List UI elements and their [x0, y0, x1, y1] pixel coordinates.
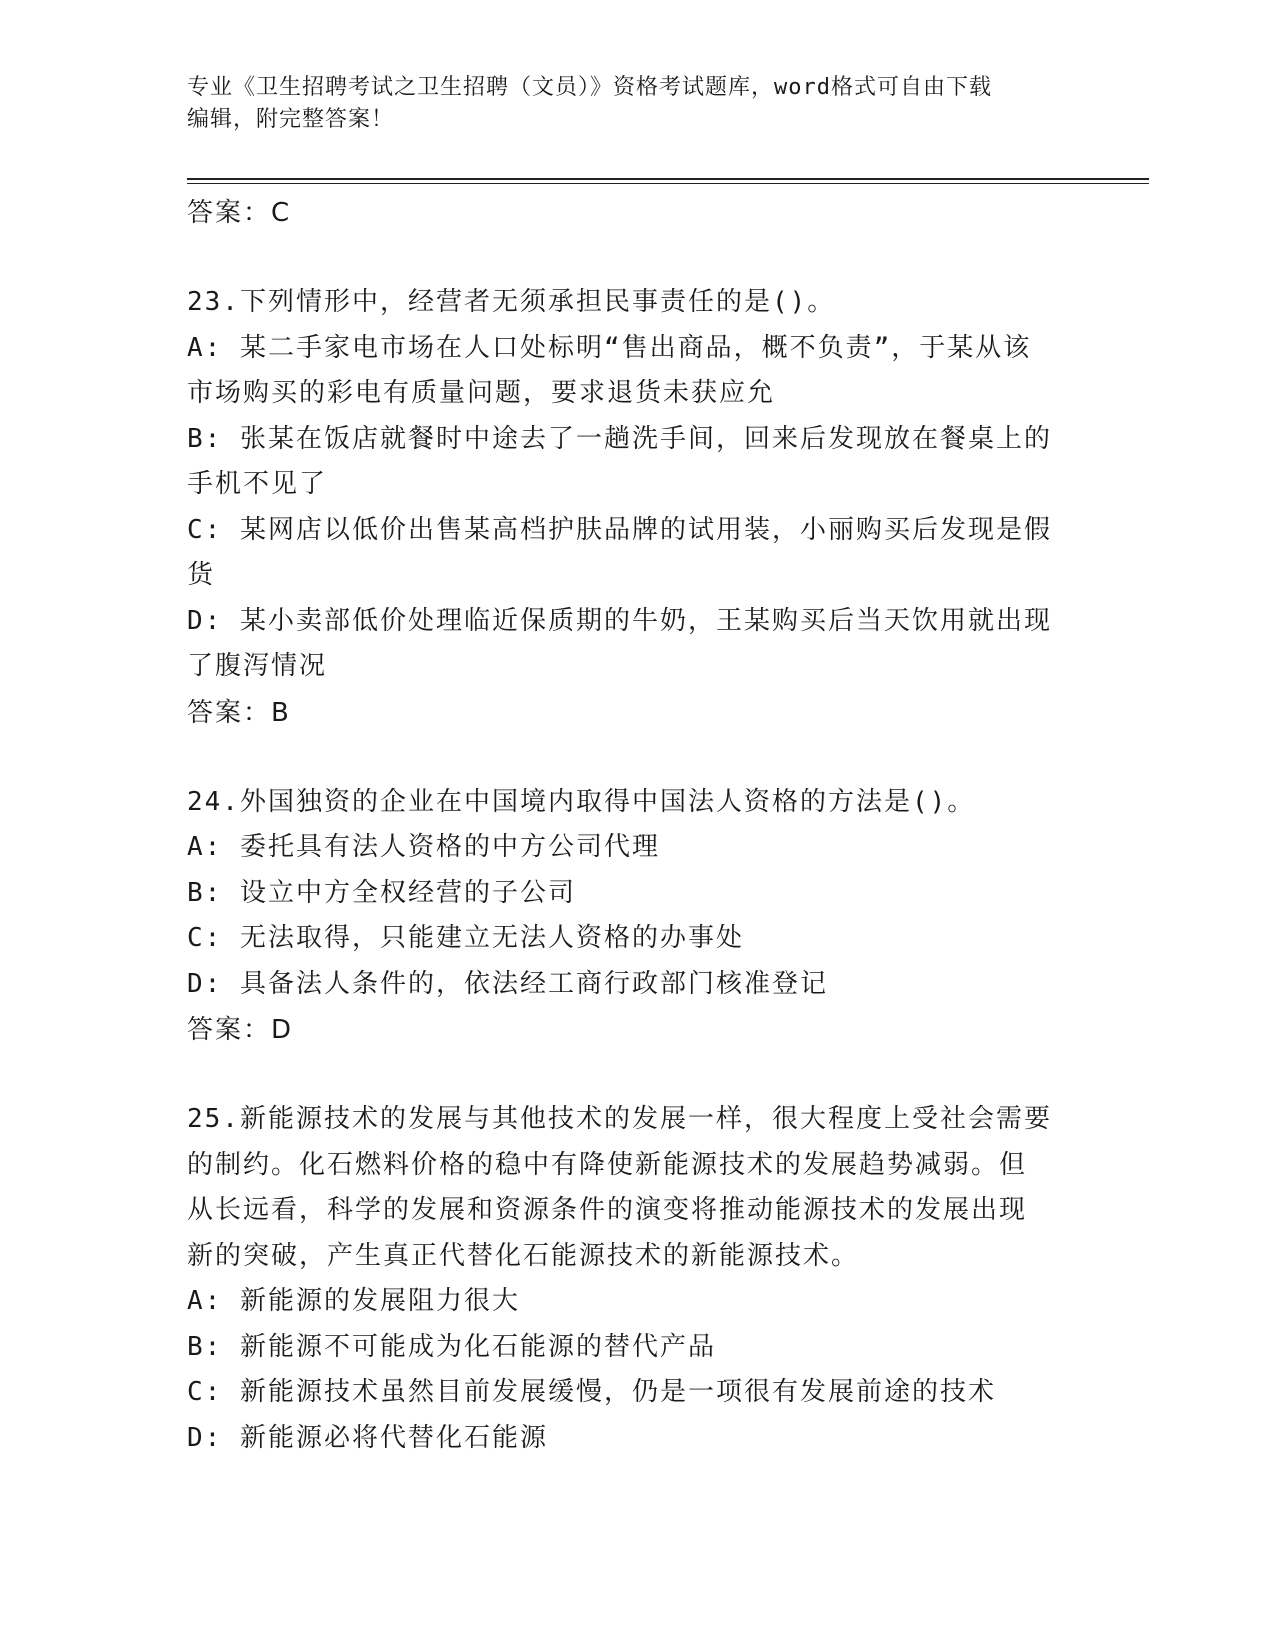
question-text: 从长远看，科学的发展和资源条件的演变将推动能源技术的发展出现: [187, 1195, 1028, 1225]
question-text: 新的突破，产生真正代替化石能源技术的新能源技术。: [187, 1240, 860, 1271]
block-spacer: [187, 1053, 1087, 1097]
answer-option: [187, 599, 1087, 690]
answer-label: 答案：D: [187, 1015, 294, 1045]
document-header: [187, 72, 1067, 136]
option-text: 市场购买的彩电有质量问题，要求退货未获应允: [187, 378, 776, 408]
answer-option: [187, 1416, 1087, 1462]
question-text: 24.外国独资的企业在中国境内取得中国法人资格的方法是()。: [187, 786, 976, 817]
answer-option: [187, 1370, 1087, 1416]
header-divider-thin: [187, 183, 1149, 184]
option-text: A: 新能源的发展阻力很大: [187, 1286, 520, 1316]
option-text: 手机不见了: [187, 469, 328, 499]
option-text: D: 某小卖部低价处理临近保质期的牛奶，王某购买后当天饮用就出现: [187, 605, 1052, 636]
option-text: 了腹泻情况: [187, 651, 328, 681]
question-list: [187, 190, 1087, 1461]
header-divider: [187, 178, 1149, 180]
option-text: D: 具备法人条件的，依法经工商行政部门核准登记: [187, 968, 828, 999]
question-block: [187, 1097, 1087, 1461]
question-block: [187, 280, 1087, 736]
block-spacer: [187, 236, 1087, 280]
answer-option: [187, 916, 1087, 962]
answer-option: [187, 871, 1087, 917]
option-text: C: 无法取得，只能建立无法人资格的办事处: [187, 923, 744, 953]
header-line-2: 编辑，附完整答案！: [187, 107, 395, 132]
option-text: C: 某网店以低价出售某高档护肤品牌的试用装，小丽购买后发现是假: [187, 514, 1052, 545]
question-block: [187, 780, 1087, 1054]
question-text: 的制约。化石燃料价格的稳中有降使新能源技术的发展趋势减弱。但: [187, 1149, 1028, 1180]
answer-option: [187, 962, 1087, 1008]
header-line-1: 专业《卫生招聘考试之卫生招聘（文员）》资格考试题库，word格式可自由下载: [187, 75, 992, 100]
answer-label: 答案：B: [187, 697, 291, 728]
option-text: A: 委托具有法人资格的中方公司代理: [187, 832, 660, 862]
question-block: [187, 190, 1087, 236]
question-text: 25.新能源技术的发展与其他技术的发展一样，很大程度上受社会需要: [187, 1104, 1052, 1134]
option-text: A: 某二手家电市场在人口处标明“售出商品，概不负责”，于某从该: [187, 332, 1032, 363]
block-spacer: [187, 736, 1087, 780]
answer-option: [187, 417, 1087, 508]
answer-option: [187, 326, 1087, 417]
option-text: D: 新能源必将代替化石能源: [187, 1422, 548, 1453]
answer-option: [187, 508, 1087, 599]
option-text: B: 张某在饭店就餐时中途去了一趟洗手间，回来后发现放在餐桌上的: [187, 423, 1052, 454]
answer-label: 答案：C: [187, 198, 292, 228]
answer-option: [187, 1279, 1087, 1325]
question-text: 23.下列情形中，经营者无须承担民事责任的是()。: [187, 287, 836, 317]
option-text: 货: [187, 560, 216, 590]
option-text: B: 新能源不可能成为化石能源的替代产品: [187, 1331, 716, 1362]
option-text: C: 新能源技术虽然目前发展缓慢，仍是一项很有发展前途的技术: [187, 1377, 996, 1407]
answer-option: [187, 825, 1087, 871]
answer-option: [187, 1325, 1087, 1371]
option-text: B: 设立中方全权经营的子公司: [187, 877, 576, 908]
